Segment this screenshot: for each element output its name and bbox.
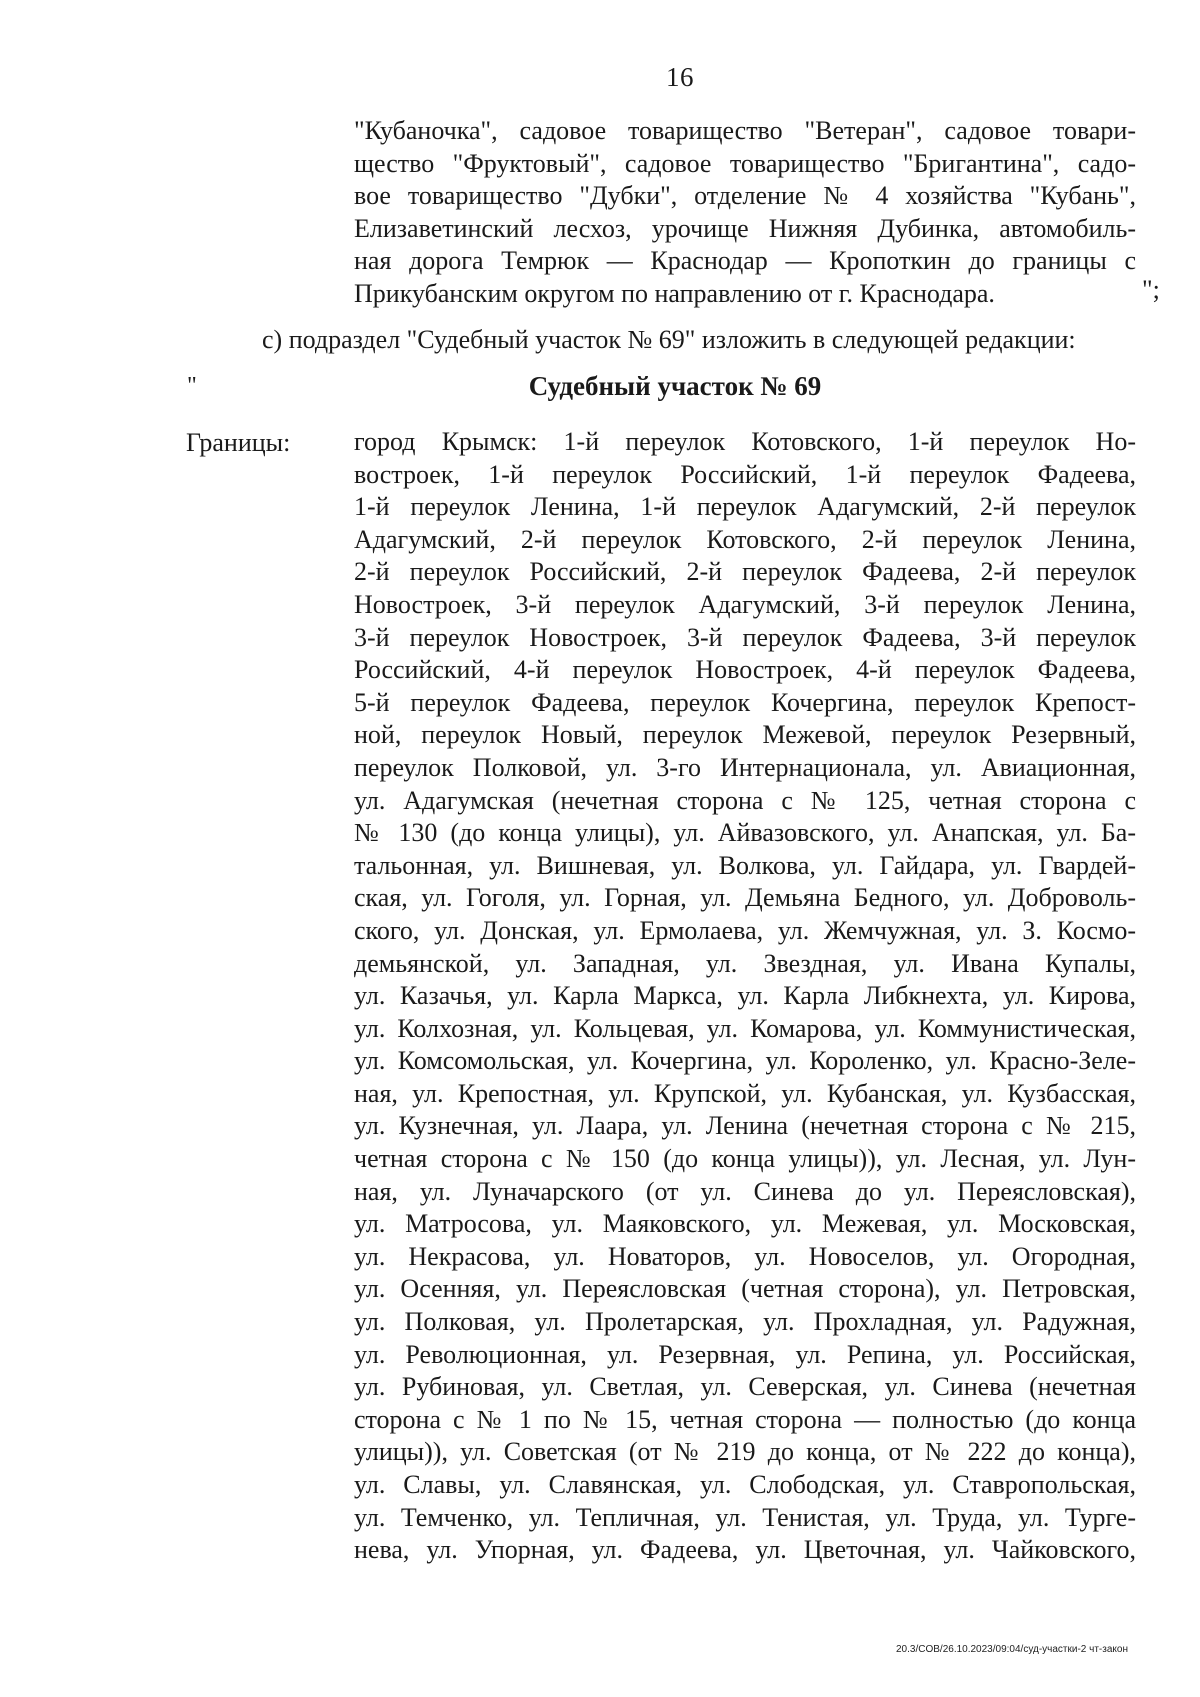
- text-line: Елизаветинский лесхоз, урочище Нижняя Дубинка, автомобиль-: [354, 213, 1136, 243]
- text-line: ул. Славы, ул. Славянская, ул. Слободская, ул. Ставропольская,: [354, 1470, 1136, 1499]
- text-line: "Кубаночка", садовое товарищество "Ветеран", садовое товари-: [354, 116, 1136, 145]
- text-line: ная дорога Темрюк — Краснодар — Кропоткин до границы с: [354, 246, 1136, 276]
- text-line: Адагумский, 2-й переулок Котовского, 2-й переулок Ленина,: [354, 524, 1136, 554]
- text-line: ул. Темченко, ул. Тепличная, ул. Тенистая, ул. Труда, ул. Турге-: [354, 1502, 1136, 1532]
- text-line: ул. Некрасова, ул. Новаторов, ул. Новоселов, ул. Огородная,: [354, 1241, 1136, 1271]
- closing-quote-mark: ";: [1142, 275, 1160, 304]
- text-line: ул. Полковая, ул. Пролетарская, ул. Прохладная, ул. Радужная,: [354, 1307, 1136, 1337]
- text-line: переулок Полковой, ул. 3-го Интернационала, ул. Авиационная,: [354, 752, 1136, 782]
- text-line: щество "Фруктовый", садовое товарищество "Бригантина", садо-: [354, 148, 1136, 178]
- text-line: 2-й переулок Российский, 2-й переулок Фадеева, 2-й переулок: [354, 557, 1136, 587]
- text-line: демьянской, ул. Западная, ул. Звездная, ул. Ивана Купалы,: [354, 948, 1136, 978]
- text-line: ной, переулок Новый, переулок Межевой, переулок Резервный,: [354, 720, 1136, 750]
- text-line: 1-й переулок Ленина, 1-й переулок Адагумский, 2-й переулок: [354, 492, 1136, 522]
- text-line: ул. Комсомольская, ул. Кочергина, ул. Короленко, ул. Красно-Зеле-: [354, 1046, 1136, 1076]
- text-line: ул. Рубиновая, ул. Светлая, ул. Северская, ул. Синева (нечетная: [354, 1372, 1136, 1402]
- text-line: город Крымск: 1-й переулок Котовского, 1-й переулок Но-: [354, 427, 1136, 456]
- text-line: нева, ул. Упорная, ул. Фадеева, ул. Цветочная, ул. Чайковского,: [354, 1535, 1136, 1565]
- text-line: ная, ул. Крепостная, ул. Крупской, ул. Кубанская, ул. Кузбасская,: [354, 1078, 1136, 1108]
- subsection-instruction: с) подраздел "Судебный участок № 69" изложить в следующей редакции:: [262, 325, 1076, 354]
- document-footer-code: 20.3/COB/26.10.2023/09:04/суд-участки-2 чт-закон: [896, 1644, 1128, 1655]
- intro-paragraph: [354, 115, 1136, 311]
- opening-quote-mark: ": [187, 373, 197, 399]
- text-line: ул. Матросова, ул. Маяковского, ул. Межевая, ул. Московская,: [354, 1209, 1136, 1239]
- boundaries-text: [354, 426, 1136, 1567]
- text-line: сторона с № 1 по № 15, четная сторона — полностью (до конца: [354, 1404, 1136, 1434]
- text-line: ул. Революционная, ул. Резервная, ул. Репина, ул. Российская,: [354, 1339, 1136, 1369]
- text-line: ул. Колхозная, ул. Кольцевая, ул. Комарова, ул. Коммунистическая,: [354, 1013, 1136, 1043]
- text-line: ул. Кузнечная, ул. Лаара, ул. Ленина (нечетная сторона с № 215,: [354, 1111, 1136, 1141]
- text-line: ул. Осенняя, ул. Переясловская (четная сторона), ул. Петровская,: [354, 1274, 1136, 1304]
- text-line: востроек, 1-й переулок Российский, 1-й переулок Фадеева,: [354, 459, 1136, 489]
- text-line: 5-й переулок Фадеева, переулок Кочергина, переулок Крепост-: [354, 687, 1136, 717]
- text-line: Новостроек, 3-й переулок Адагумский, 3-й переулок Ленина,: [354, 589, 1136, 619]
- text-line: ская, ул. Гоголя, ул. Горная, ул. Демьяна Бедного, ул. Доброволь-: [354, 883, 1136, 913]
- boundaries-label: Границы:: [186, 428, 291, 457]
- section-heading: Судебный участок № 69: [528, 371, 822, 401]
- text-line: Прикубанским округом по направлению от г. Краснодара.: [354, 278, 995, 308]
- text-line: ского, ул. Донская, ул. Ермолаева, ул. Жемчужная, ул. З. Космо-: [354, 915, 1136, 945]
- text-line: № 130 (до конца улицы), ул. Айвазовского, ул. Анапская, ул. Ба-: [354, 818, 1136, 848]
- text-line: ул. Казачья, ул. Карла Маркса, ул. Карла Либкнехта, ул. Кирова,: [354, 981, 1136, 1011]
- text-line: 3-й переулок Новостроек, 3-й переулок Фадеева, 3-й переулок: [354, 622, 1136, 652]
- text-line: ул. Адагумская (нечетная сторона с № 125, четная сторона с: [354, 785, 1136, 815]
- text-line: улицы)), ул. Советская (от № 219 до конца, от № 222 до конца),: [354, 1437, 1136, 1467]
- text-line: четная сторона с № 150 (до конца улицы)), ул. Лесная, ул. Лун-: [354, 1144, 1136, 1174]
- page-number: 16: [666, 62, 694, 92]
- text-line: ная, ул. Луначарского (от ул. Синева до ул. Переясловская),: [354, 1176, 1136, 1206]
- text-line: Российский, 4-й переулок Новостроек, 4-й переулок Фадеева,: [354, 655, 1136, 685]
- text-line: вое товарищество "Дубки", отделение № 4 хозяйства "Кубань",: [354, 181, 1136, 211]
- text-line: тальонная, ул. Вишневая, ул. Волкова, ул. Гайдара, ул. Гвардей-: [354, 850, 1136, 880]
